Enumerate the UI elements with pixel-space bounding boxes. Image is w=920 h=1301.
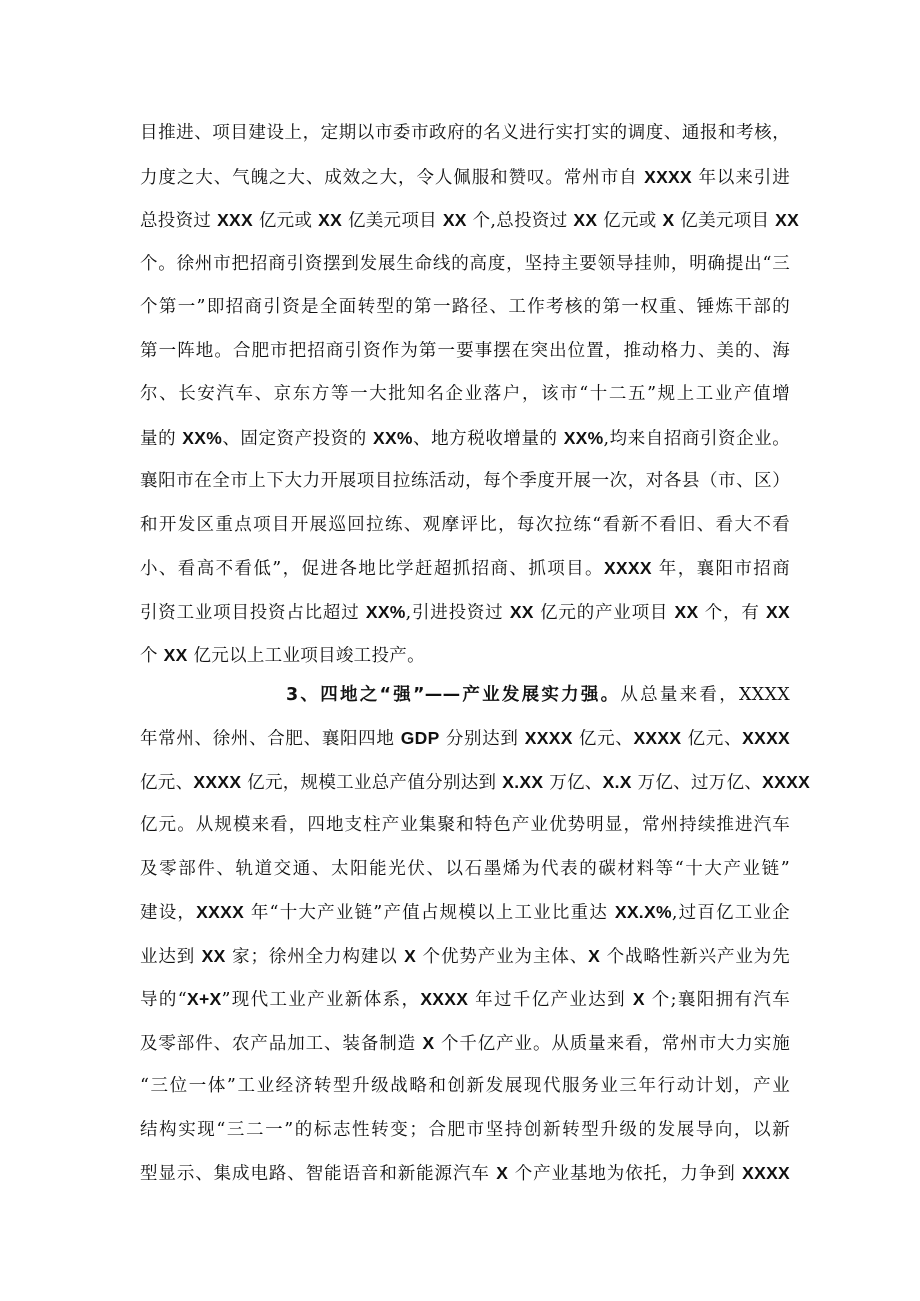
text-line: 和开发区重点项目开展巡回拉练、观摩评比，每次拉练“看新不看旧、看大不看 (140, 514, 790, 535)
section-heading-rest: 从总量来看，XXXX (620, 685, 790, 705)
text-line: 及零部件、轨道交通、太阳能光伏、以石墨烯为代表的碳材料等“十大产业链” (140, 858, 790, 879)
text-line: 小、看高不看低”，促进各地比学赶超抓招商、抓项目。XXXX 年，襄阳市招商 (140, 558, 790, 579)
text-line: 尔、长安汽车、京东方等一大批知名企业落户，该市“十二五”规上工业产值增 (140, 384, 790, 404)
text-line: 个 XX 亿元以上工业项目竣工投产。 (140, 645, 425, 666)
text-line: 第一阵地。合肥市把招商引资作为第一要事摆在突出位置，推动格力、美的、海 (140, 340, 790, 361)
text-line: 总投资过 XXX 亿元或 XX 亿美元项目 XX 个,总投资过 XX 亿元或 X 亿美元项目 XX (140, 210, 800, 231)
text-line: 力度之大、气魄之大、成效之大，令人佩服和赞叹。常州市自 XXXX 年以来引进 (140, 166, 790, 188)
text-line: 目推进、项目建设上，定期以市委市政府的名义进行实打实的调度、通报和考核， (140, 123, 790, 143)
text-line: 及零部件、农产品加工、装备制造 X 个千亿产业。从质量来看，常州市大力实施 (140, 1032, 790, 1054)
section-heading-line (286, 680, 790, 710)
text-line: 型显示、集成电路、智能语音和新能源汽车 X 个产业基地为依托，力争到 XXXX (140, 1163, 791, 1184)
text-line: 襄阳市在全市上下大力开展项目拉练活动，每个季度开展一次，对各县（市、区） (140, 471, 790, 491)
text-line: 结构实现“三二一”的标志性转变；合肥市坚持创新转型升级的发展导向，以新 (140, 1119, 790, 1140)
text-line: 建设，XXXX 年“十大产业链”产值占规模以上工业比重达 XX.X%,过百亿工业企 (140, 902, 790, 923)
text-line: 年常州、徐州、合肥、襄阳四地 GDP 分别达到 XXXX 亿元、XXXX 亿元、XXXX (140, 728, 791, 749)
text-line: 个。徐州市把招商引资摆到发展生命线的高度，坚持主要领导挂帅，明确提出“三 (140, 253, 790, 274)
text-line: 亿元、XXXX 亿元，规模工业总产值分别达到 X.XX 万亿、X.X 万亿、过万亿、XXXX (140, 771, 811, 793)
section-heading: 3、四地之“强”——产业发展实力强。 (286, 685, 621, 705)
text-line: 个第一”即招商引资是全面转型的第一路径、工作考核的第一权重、锤炼干部的 (140, 297, 790, 317)
text-line: 亿元。从规模来看，四地支柱产业集聚和特色产业优势明显，常州持续推进汽车 (140, 815, 790, 835)
text-line: 业达到 XX 家；徐州全力构建以 X 个优势产业为主体、X 个战略性新兴产业为先 (140, 945, 790, 967)
text-line: 引资工业项目投资占比超过 XX%,引进投资过 XX 亿元的产业项目 XX 个，有 XX (140, 601, 790, 623)
text-line: 量的 XX%、固定资产投资的 XX%、地方税收增量的 XX%,均来自招商引资企业。 (140, 427, 791, 449)
text-line: 导的“X+X”现代工业产业新体系，XXXX 年过千亿产业达到 X 个;襄阳拥有汽车 (140, 989, 791, 1010)
text-line: “三位一体”工业经济转型升级战略和创新发展现代服务业三年行动计划，产业 (140, 1076, 790, 1096)
